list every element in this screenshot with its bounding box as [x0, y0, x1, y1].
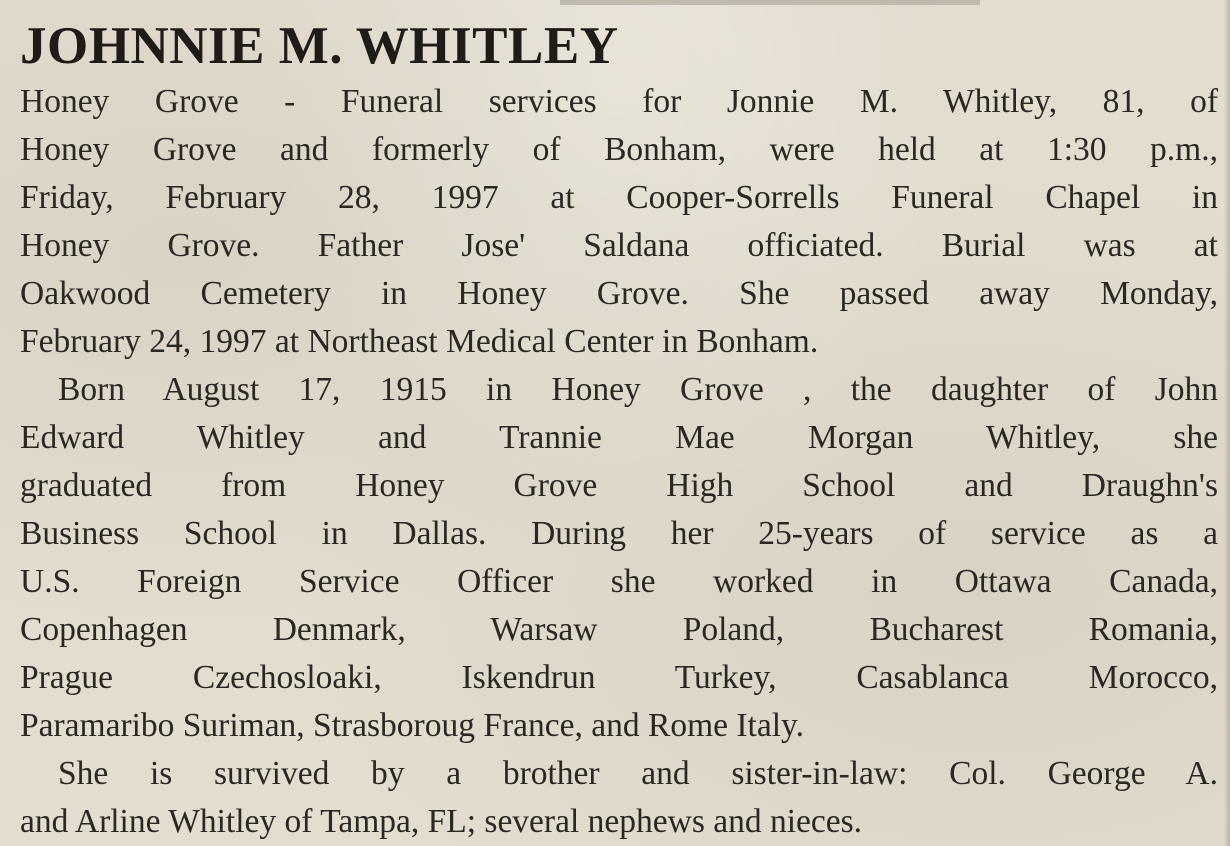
text-line: Born August 17, 1915 in Honey Grove , the daughter of John — [58, 371, 1218, 408]
text-line: Prague Czechosloaki, Iskendrun Turkey, Casablanca Morocco, — [20, 659, 1218, 696]
text-line: Copenhagen Denmark, Warsaw Poland, Bucharest Romania, — [20, 611, 1218, 648]
text-line: February 24, 1997 at Northeast Medical Center in Bonham. — [20, 323, 819, 360]
obituary-body — [20, 78, 1218, 846]
text-line: Honey Grove and formerly of Bonham, were held at 1:30 p.m., — [20, 131, 1218, 168]
paragraph-funeral-details — [20, 78, 1218, 366]
text-line: U.S. Foreign Service Officer she worked in Ottawa Canada, — [20, 563, 1218, 600]
text-line: Business School in Dallas. During her 25-years of service as a — [20, 515, 1218, 552]
text-line: and Arline Whitley of Tampa, FL; several nephews and nieces. — [20, 803, 863, 840]
obituary-headline: JOHNNIE M. WHITLEY — [20, 17, 619, 75]
text-line: Friday, February 28, 1997 at Cooper-Sorrells Funeral Chapel in — [20, 179, 1218, 216]
text-line: Edward Whitley and Trannie Mae Morgan Whitley, she — [20, 419, 1218, 456]
paragraph-survivors — [20, 750, 1218, 846]
clipping-right-edge — [1224, 0, 1230, 846]
text-line: Honey Grove. Father Jose' Saldana officiated. Burial was at — [20, 227, 1218, 264]
text-line: Paramaribo Suriman, Strasboroug France, and Rome Italy. — [20, 707, 804, 744]
text-line: graduated from Honey Grove High School and Draughn's — [20, 467, 1218, 504]
torn-top-edge — [560, 0, 980, 5]
paragraph-biography — [20, 366, 1218, 750]
text-line: She is survived by a brother and sister-in-law: Col. George A. — [58, 755, 1218, 792]
text-line: Honey Grove - Funeral services for Jonnie M. Whitley, 81, of — [20, 83, 1218, 120]
text-line: Oakwood Cemetery in Honey Grove. She passed away Monday, — [20, 275, 1218, 312]
